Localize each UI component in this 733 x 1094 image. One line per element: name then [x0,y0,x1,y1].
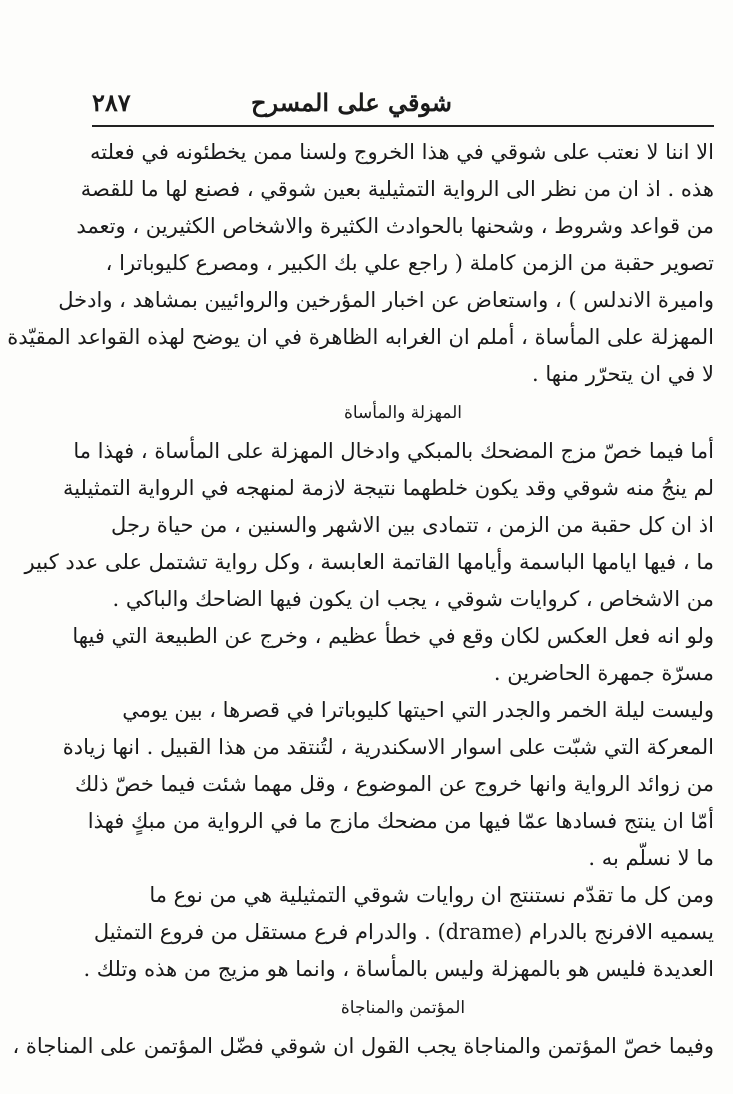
text-line: أما فيما خصّ مزج المضحك بالمبكي وادخال المهزلة على المأساة ، فهذا ما [73,439,714,463]
section-heading-confidant-soliloquy: المؤتمن والمناجاة [340,998,466,1018]
text-line: من الاشخاص ، كروايات شوقي ، يجب ان يكون فيها الضاحك والباكي . [112,587,714,611]
text-line: تصوير حقبة من الزمن كاملة ( راجع علي بك الكبير ، ومصرع كليوباترا ، [105,251,714,275]
text-line: واميرة الاندلس ) ، واستعاض عن اخبار المؤرخين والروائيين بمشاهد ، وادخل [58,288,714,312]
text-line: المعركة التي شبّت على اسوار الاسكندرية ، لتُنتقد من هذا القبيل . انها زيادة [62,735,714,759]
paragraph-3 [62,692,714,877]
header-rule [92,125,714,127]
paragraph-1 [7,134,714,393]
text-line: هذه . اذ ان من نظر الى الرواية التمثيلية بعين شوقي ، فصنع لها ما للقصة [80,177,714,201]
text-line: وليست ليلة الخمر والجدر التي احيتها كليوباترا في قصرها ، بين يومي [122,698,714,722]
text-line: لم ينجُ منه شوقي وقد يكون خلطهما نتيجة لازمة لمنهجه في الرواية التمثيلية [62,476,714,500]
text-line: وفيما خصّ المؤتمن والمناجاة يجب القول ان شوقي فضّل المؤتمن على المناجاة ، [12,1034,714,1058]
text-line: المهزلة على المأساة ، أملم ان الغرابه الظاهرة في ان يوضح لهذه القواعد المقيّدة [7,325,714,349]
text-line: ولو انه فعل العكس لكان وقع في خطأ عظيم ، وخرج عن الطبيعة التي فيها [72,624,714,648]
text-line: ما ، فيها ايامها الباسمة وأيامها القاتمة العابسة ، وكل رواية تشتمل على عدد كبير [24,550,714,574]
running-title: شوقي على المسرح [251,88,452,117]
text-line: من زوائد الرواية وانها خروج عن الموضوع ، وقل مهما شئت فيما خصّ ذلك [75,772,714,796]
text-line: أمّا ان ينتج فسادها عمّا فيها من مضحك مازج ما في الرواية من مبكٍ فهذا [87,809,714,833]
text-line: اذ ان كل حقبة من الزمن ، تتمادى بين الاشهر والسنين ، من حياة رجل [111,513,714,537]
running-header [92,88,712,122]
page-number: ٢٨٧ [92,88,131,117]
paragraph-5 [12,1028,714,1065]
paragraph-4 [83,877,714,988]
text-line: العديدة فليس هو بالمهزلة وليس بالمأساة ، وانما هو مزيج من هذه وتلك . [83,957,714,981]
text-line: يسميه الافرنج بالدرام (drame) . والدرام فرع مستقل من فروع التمثيل [93,920,714,944]
text-line: الا اننا لا نعتب على شوقي في هذا الخروج ولسنا ممن يخطئونه في فعلته [90,140,714,164]
text-line: مسرّة جمهرة الحاضرين . [493,661,714,685]
paragraph-2 [24,433,714,692]
section-heading-tragedy-comedy: المهزلة والمأساة [343,403,463,423]
text-line: من قواعد وشروط ، وشحنها بالحوادث الكثيرة والاشخاص الكثيرين ، وتعمد [76,214,714,238]
text-line: لا في ان يتحرّر منها . [532,362,714,386]
text-line: ومن كل ما تقدّم نستنتج ان روايات شوقي التمثيلية هي من نوع ما [149,883,714,907]
text-line: ما لا نسلّم به . [588,846,714,870]
body-text [7,134,714,1065]
